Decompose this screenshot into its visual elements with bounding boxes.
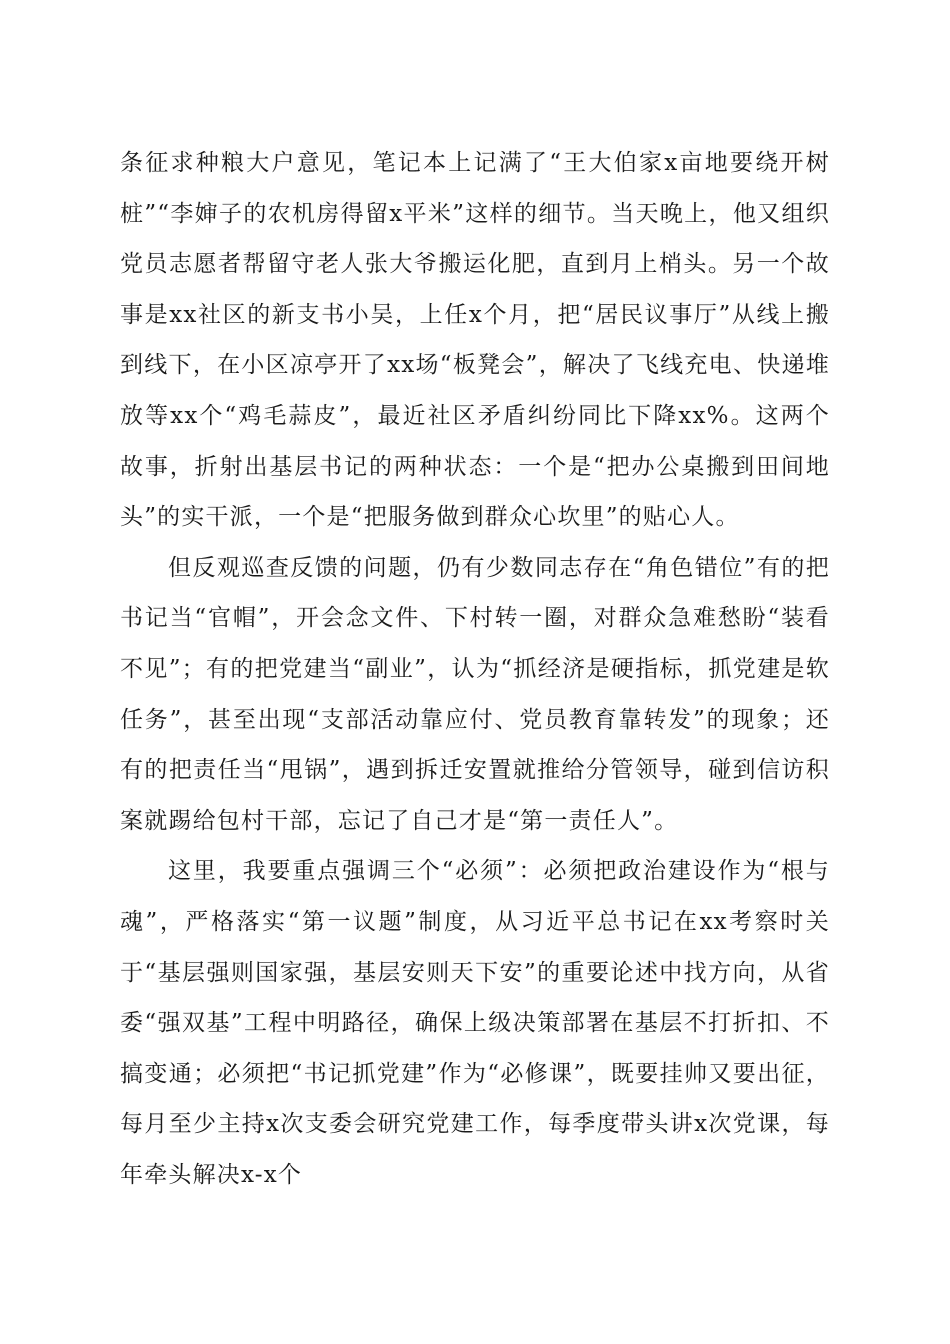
paragraph-3: 这里，我要重点强调三个“必须”：必须把政治建设作为“根与魂”，严格落实“第一议题”制度，从习近平总书记在xx考察时关于“基层强则国家强，基层安则天下安”的重要论述中找方向，从省委“强双基”工程中明路径，确保上级决策部署在基层不打折扣、不搞变通；必须把“书记抓党建”作为“必修课”，既要挂帅又要出征，每月至少主持x次支委会研究党建工作，每季度带头讲x次党课，每年牵头解决x-x个: [120, 858, 830, 1188]
paragraph-1: 条征求种粮大户意见，笔记本上记满了“王大伯家x亩地要绕开树桩”“李婶子的农机房得留x平米”这样的细节。当天晚上，他又组织党员志愿者帮留守老人张大爷搬运化肥，直到月上梢头。另一个故事是xx社区的新支书小吴，上任x个月，把“居民议事厅”从线上搬到线下，在小区凉亭开了xx场“板凳会”，解决了飞线充电、快递堆放等xx个“鸡毛蒜皮”，最近社区矛盾纠纷同比下降xx%。这两个故事，折射出基层书记的两种状态：一个是“把办公桌搬到田间地头”的实干派，一个是“把服务做到群众心坎里”的贴心人。: [120, 150, 830, 531]
document-body: [120, 138, 830, 1200]
paragraph-2: 但反观巡查反馈的问题，仍有少数同志存在“角色错位”有的把书记当“官帽”，开会念文件、下村转一圈，对群众急难愁盼“装看不见”；有的把党建当“副业”，认为“抓经济是硬指标，抓党建是软任务”，甚至出现“支部活动靠应付、党员教育靠转发”的现象；还有的把责任当“甩锅”，遇到拆迁安置就推给分管领导，碰到信访积案就踢给包村干部，忘记了自己才是“第一责任人”。: [120, 554, 830, 834]
